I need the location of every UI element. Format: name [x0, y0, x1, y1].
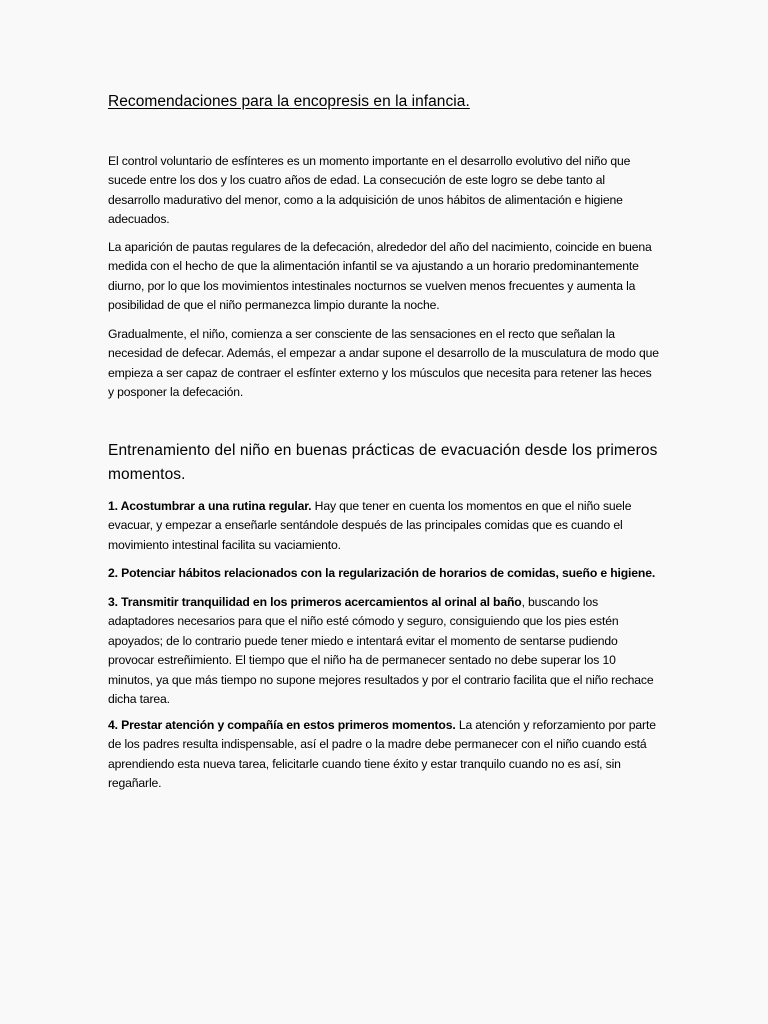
section-heading: Entrenamiento del niño en buenas prácticas de evacuación desde los primeros momentos.: [108, 442, 658, 483]
list-item-4-text: La atención y reforzamiento por parte de los padres resulta indispensable, así el padre o la madre debe permanecer con el niño cuando está aprendiendo esta nueva tarea, felicitarle cuando tiene éxito y estar tranquilo cuando no es así, sin regañarle.: [108, 718, 656, 791]
list-item-2-text: 2. Potenciar hábitos relacionados con la regularización de horarios de comidas, sueño e higiene.: [108, 566, 656, 580]
intro-paragraph-2: La aparición de pautas regulares de la defecación, alrededor del año del nacimiento, coincide en buena medida con el hecho de que la alimentación infantil se va ajustando a un horario predominantemente diurno, por lo que los movimientos intestinales nocturnos se vuelven menos frecuentes y aumenta la posibilidad de que el niño permanezca limpio durante la noche.: [108, 240, 652, 313]
list-item-4: [108, 716, 660, 794]
list-item-1-lead: 1. Acostumbrar a una rutina regular.: [108, 499, 312, 513]
intro-paragraph-1: El control voluntario de esfínteres es un momento importante en el desarrollo evolutivo del niño que sucede entre los dos y los cuatro años de edad. La consecución de este logro se debe tanto al desarrollo madurativo del menor, como a la adquisición de unos hábitos de alimentación e higiene adecuados.: [108, 154, 631, 227]
intro-paragraph-3: Gradualmente, el niño, comienza a ser consciente de las sensaciones en el recto que señalan la necesidad de defecar. Además, el empezar a andar supone el desarrollo de la musculatura de modo que empieza a ser capaz de contraer el esfínter externo y los músculos que necesita para retener las heces y posponer la defecación.: [108, 327, 659, 400]
list-item-2: [108, 564, 660, 583]
list-item-1-text: Hay que tener en cuenta los momentos en que el niño suele evacuar, y empezar a enseñarle sentándole después de las principales comidas que es cuando el movimiento intestinal facilita su vaciamiento.: [108, 499, 632, 552]
list-item-3: [108, 593, 660, 709]
list-item-3-lead: 3. Transmitir tranquilidad en los primeros acercamientos al orinal al baño: [108, 595, 522, 609]
list-item-1: [108, 497, 660, 555]
document-title: Recomendaciones para la encopresis en la infancia.: [108, 93, 470, 110]
list-item-4-lead: 4. Prestar atención y compañía en estos primeros momentos.: [108, 718, 456, 732]
list-item-3-text: , buscando los adaptadores necesarios para que el niño esté cómodo y seguro, consiguiendo que los pies estén apoyados; de lo contrario puede tener miedo e intentará evitar el momento de sentarse pudiendo provocar estreñimiento. El tiempo que el niño ha de permanecer sentado no debe superar los 10 minutos, ya que más tiempo no supone mejores resultados y por el contrario facilita que el niño rechace dicha tarea.: [108, 595, 654, 707]
